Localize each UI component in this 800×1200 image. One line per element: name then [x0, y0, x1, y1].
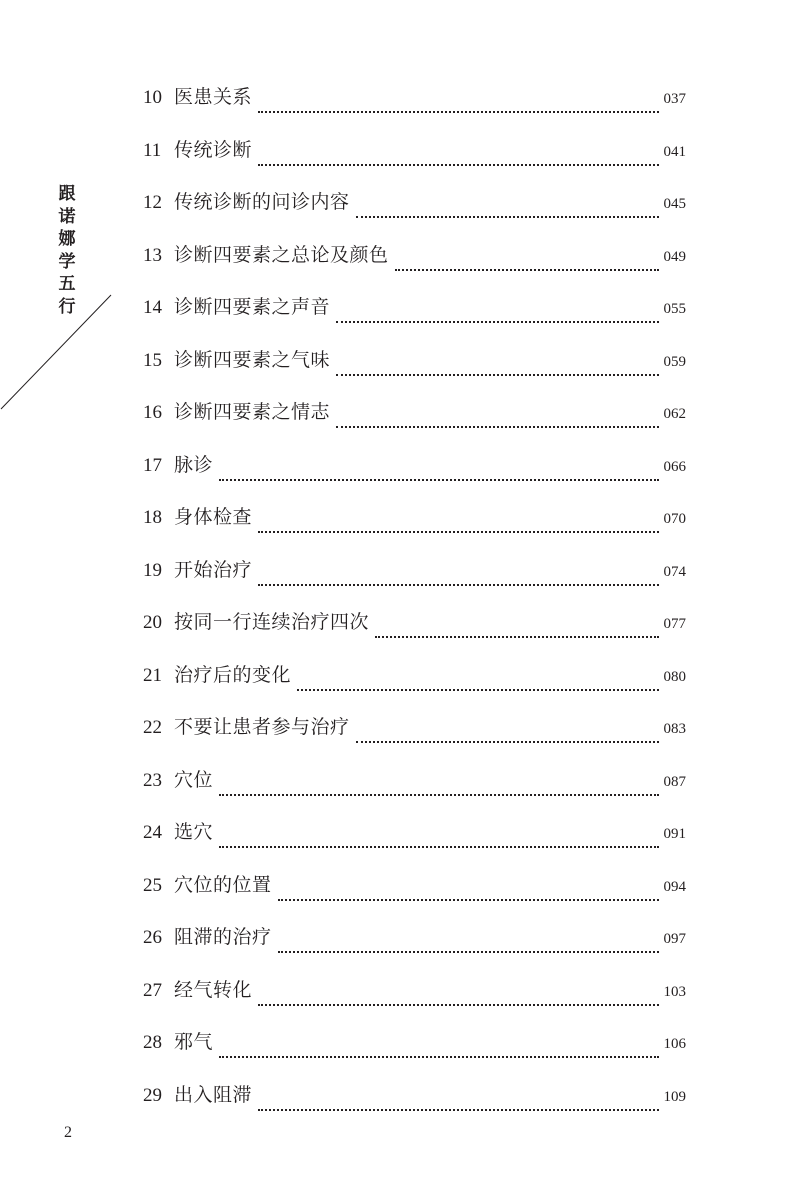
chapter-title: 开始治疗	[174, 558, 253, 581]
page-reference: 055	[663, 301, 686, 317]
chapter-title: 身体检查	[174, 506, 253, 528]
chapter-title: 诊断四要素之气味	[174, 348, 331, 371]
page-number: 2	[64, 1124, 72, 1141]
chapter-number: 22	[143, 717, 162, 738]
chapter-number: 20	[143, 612, 162, 633]
chapter-number: 13	[143, 244, 162, 266]
page-reference: 070	[663, 511, 686, 527]
chapter-title: 脉诊	[174, 453, 214, 476]
page-reference: 087	[663, 773, 686, 790]
chapter-title: 按同一行连续治疗四次	[174, 611, 370, 633]
dot-leader	[336, 321, 658, 323]
dot-leader	[258, 111, 658, 113]
toc-entry[interactable]	[143, 712, 686, 765]
dot-leader	[258, 1109, 658, 1111]
toc-entry[interactable]	[143, 135, 686, 188]
chapter-title: 诊断四要素之总论及颜色	[174, 243, 389, 266]
chapter-number: 25	[143, 874, 162, 896]
chapter-title: 邪气	[174, 1031, 214, 1053]
toc-entry[interactable]	[143, 870, 686, 923]
page-reference: 059	[663, 353, 686, 370]
chapter-number: 24	[143, 822, 162, 843]
chapter-title: 经气转化	[174, 978, 253, 1001]
toc-entry[interactable]	[143, 922, 686, 975]
chapter-number: 18	[143, 507, 162, 528]
toc-entry[interactable]	[143, 607, 686, 660]
chapter-number: 28	[143, 1032, 162, 1053]
chapter-title: 治疗后的变化	[174, 663, 292, 686]
page-reference: 109	[663, 1088, 686, 1105]
dot-leader	[356, 216, 659, 218]
chapter-number: 16	[143, 402, 162, 423]
chapter-number: 26	[143, 927, 162, 948]
dot-leader	[219, 794, 658, 796]
chapter-title: 穴位	[174, 768, 214, 791]
toc-entry[interactable]	[143, 82, 686, 135]
page-reference: 045	[663, 196, 686, 212]
dot-leader	[336, 374, 658, 376]
toc-entry[interactable]	[143, 555, 686, 608]
chapter-title: 阻滞的治疗	[174, 926, 272, 948]
toc-entry[interactable]	[143, 345, 686, 398]
dot-leader	[375, 636, 658, 638]
toc-entry[interactable]	[143, 187, 686, 240]
page-reference: 049	[663, 248, 686, 265]
page-reference: 106	[663, 1036, 686, 1052]
chapter-title: 医患关系	[174, 86, 253, 108]
toc-entry[interactable]	[143, 1027, 686, 1080]
chapter-number: 17	[143, 454, 162, 476]
page-reference: 091	[663, 826, 686, 842]
dot-leader	[258, 1004, 658, 1006]
dot-leader	[219, 846, 658, 848]
dot-leader	[219, 479, 658, 481]
chapter-title: 穴位的位置	[174, 873, 272, 896]
chapter-number: 29	[143, 1084, 162, 1106]
dot-leader	[395, 269, 659, 271]
page-reference: 097	[663, 931, 686, 947]
toc-entry[interactable]	[143, 660, 686, 713]
dot-leader	[258, 531, 658, 533]
chapter-number: 27	[143, 979, 162, 1001]
dot-leader	[219, 1056, 658, 1058]
page-reference: 077	[663, 616, 686, 632]
chapter-title: 不要让患者参与治疗	[174, 716, 350, 738]
chapter-number: 14	[143, 297, 162, 318]
chapter-number: 10	[143, 87, 162, 108]
page-reference: 066	[663, 458, 686, 475]
chapter-title: 传统诊断	[174, 138, 253, 161]
toc-entry[interactable]	[143, 292, 686, 345]
dot-leader	[258, 584, 658, 586]
chapter-title: 选穴	[174, 821, 214, 843]
decorative-diagonal-rule	[0, 294, 112, 410]
dot-leader	[278, 951, 659, 953]
page-reference: 083	[663, 721, 686, 737]
toc-entry[interactable]	[143, 450, 686, 503]
toc-entry[interactable]	[143, 397, 686, 450]
toc-entry[interactable]	[143, 240, 686, 293]
chapter-number: 15	[143, 349, 162, 371]
chapter-title: 诊断四要素之声音	[174, 296, 331, 318]
toc-entry[interactable]	[143, 1080, 686, 1133]
dot-leader	[356, 741, 659, 743]
table-of-contents	[143, 82, 686, 1132]
page-reference: 074	[663, 563, 686, 580]
chapter-title: 传统诊断的问诊内容	[174, 191, 350, 213]
chapter-title: 诊断四要素之情志	[174, 401, 331, 423]
page-reference: 037	[663, 91, 686, 107]
chapter-number: 12	[143, 192, 162, 213]
chapter-number: 11	[143, 139, 162, 161]
toc-entry[interactable]	[143, 765, 686, 818]
toc-entry[interactable]	[143, 975, 686, 1028]
chapter-number: 23	[143, 769, 162, 791]
page-reference: 062	[663, 406, 686, 422]
chapter-number: 21	[143, 664, 162, 686]
dot-leader	[297, 689, 658, 691]
dot-leader	[258, 164, 658, 166]
page-reference: 094	[663, 878, 686, 895]
dot-leader	[278, 899, 659, 901]
chapter-number: 19	[143, 559, 162, 581]
page-reference: 080	[663, 668, 686, 685]
toc-entry[interactable]	[143, 502, 686, 555]
page-reference: 041	[663, 143, 686, 160]
dot-leader	[336, 426, 658, 428]
page-reference: 103	[663, 983, 686, 1000]
running-title: 跟诺娜学五行	[58, 184, 76, 317]
chapter-title: 出入阻滞	[174, 1083, 253, 1106]
toc-entry[interactable]	[143, 817, 686, 870]
